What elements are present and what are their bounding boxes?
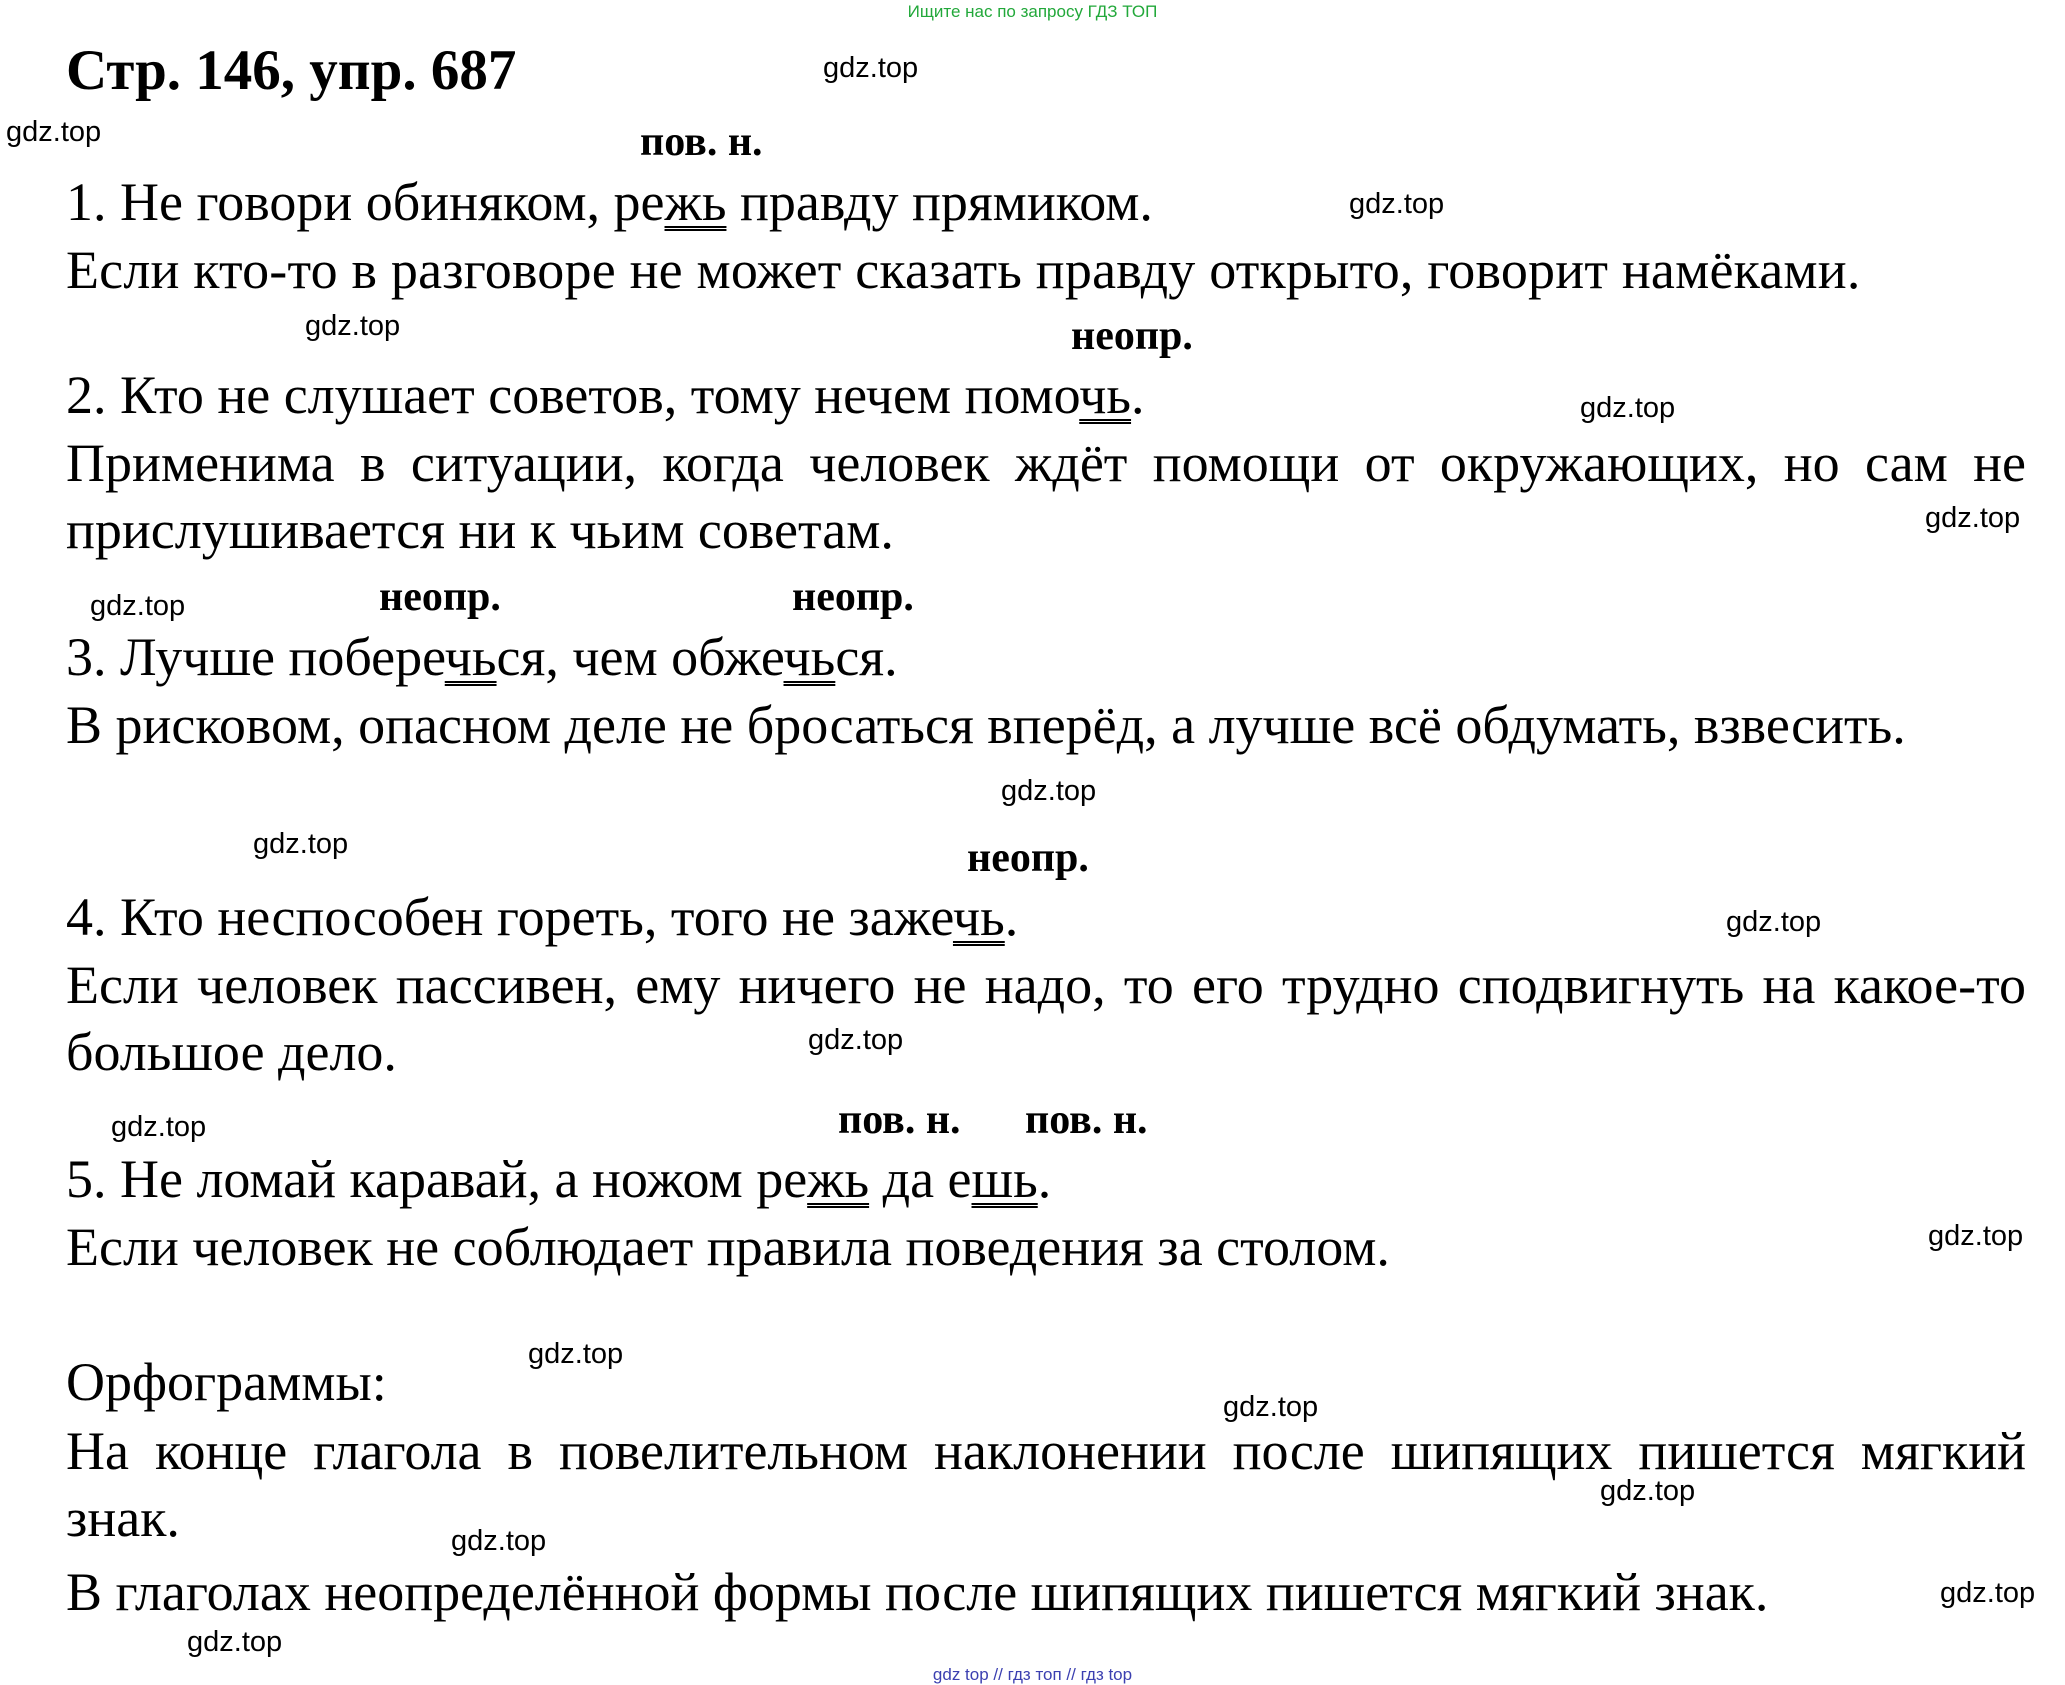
grammar-label: пов. н. (838, 1097, 961, 1143)
meaning-1: Если кто-то в разговоре не может сказать правду открыто, говорит намёками. (66, 240, 1861, 300)
grammar-label: неопр. (792, 574, 914, 620)
top-banner: Ищите нас по запросу ГДЗ ТОП (907, 2, 1158, 21)
rule-2: В глаголах неопределённой формы после шипящих пишется мягкий знак. (66, 1562, 1769, 1622)
watermark: gdz.top (1726, 906, 1822, 938)
grammar-label: неопр. (967, 835, 1089, 881)
page-title: Стр. 146, упр. 687 (66, 39, 517, 102)
watermark: gdz.top (111, 1111, 207, 1143)
watermark: gdz.top (305, 310, 401, 342)
watermark: gdz.top (1349, 188, 1445, 220)
watermark: gdz.top (1940, 1577, 2036, 1609)
watermark: gdz.top (1001, 775, 1097, 807)
spelling-mark: шь (971, 1149, 1038, 1209)
watermark: gdz.top (1580, 392, 1676, 424)
footer: gdz top // гдз топ // гдз top (932, 1665, 1133, 1684)
meaning-3: В рисковом, опасном деле не бросаться вперёд, а лучше всё обдумать, взвесить. (66, 695, 1906, 755)
watermark: gdz.top (1600, 1475, 1696, 1507)
watermark: gdz.top (6, 116, 102, 148)
watermark: gdz.top (1925, 502, 2021, 534)
spelling-mark: чь (952, 887, 1005, 947)
grammar-label: неопр. (1071, 313, 1193, 359)
watermark: gdz.top (187, 1626, 283, 1658)
grammar-label: пов. н. (1025, 1097, 1148, 1143)
spelling-mark: чь (1079, 365, 1132, 425)
spelling-mark: чь (444, 627, 497, 687)
spelling-mark: жь (807, 1149, 870, 1209)
watermark: gdz.top (823, 52, 919, 84)
proverb-3: 3. Лучше поберечься, чем обжечься. (66, 627, 898, 687)
watermark: gdz.top (528, 1338, 624, 1370)
proverb-2: 2. Кто не слушает советов, тому нечем помочь. (66, 365, 1145, 425)
proverb-1: 1. Не говори обиняком, режь правду прямиком. (66, 172, 1153, 232)
meaning-5: Если человек не соблюдает правила поведения за столом. (66, 1217, 1390, 1277)
watermark: gdz.top (451, 1525, 547, 1557)
spelling-mark: жь (664, 172, 727, 232)
watermark: gdz.top (808, 1024, 904, 1056)
spelling-mark: чь (783, 627, 836, 687)
grammar-label: неопр. (379, 574, 501, 620)
watermark: gdz.top (253, 828, 349, 860)
meaning-2: Применима в ситуации, когда человек ждёт помощи от окружающих, но сам не прислушивается ни к чьим советам. (66, 433, 2026, 560)
watermark: gdz.top (1223, 1391, 1319, 1423)
proverb-4: 4. Кто неспособен гореть, того не зажечь. (66, 887, 1019, 947)
grammar-label: пов. н. (640, 119, 763, 165)
rule-1: На конце глагола в повелительном наклонении после шипящих пишется мягкий знак. (66, 1421, 2026, 1548)
rules-heading: Орфограммы: (66, 1352, 387, 1412)
proverb-5: 5. Не ломай каравай, а ножом режь да ешь. (66, 1149, 1052, 1209)
watermark: gdz.top (1928, 1220, 2024, 1252)
meaning-4: Если человек пассивен, ему ничего не надо, то его трудно сподвигнуть на какое-то большое дело. (66, 955, 2026, 1082)
watermark: gdz.top (90, 590, 186, 622)
